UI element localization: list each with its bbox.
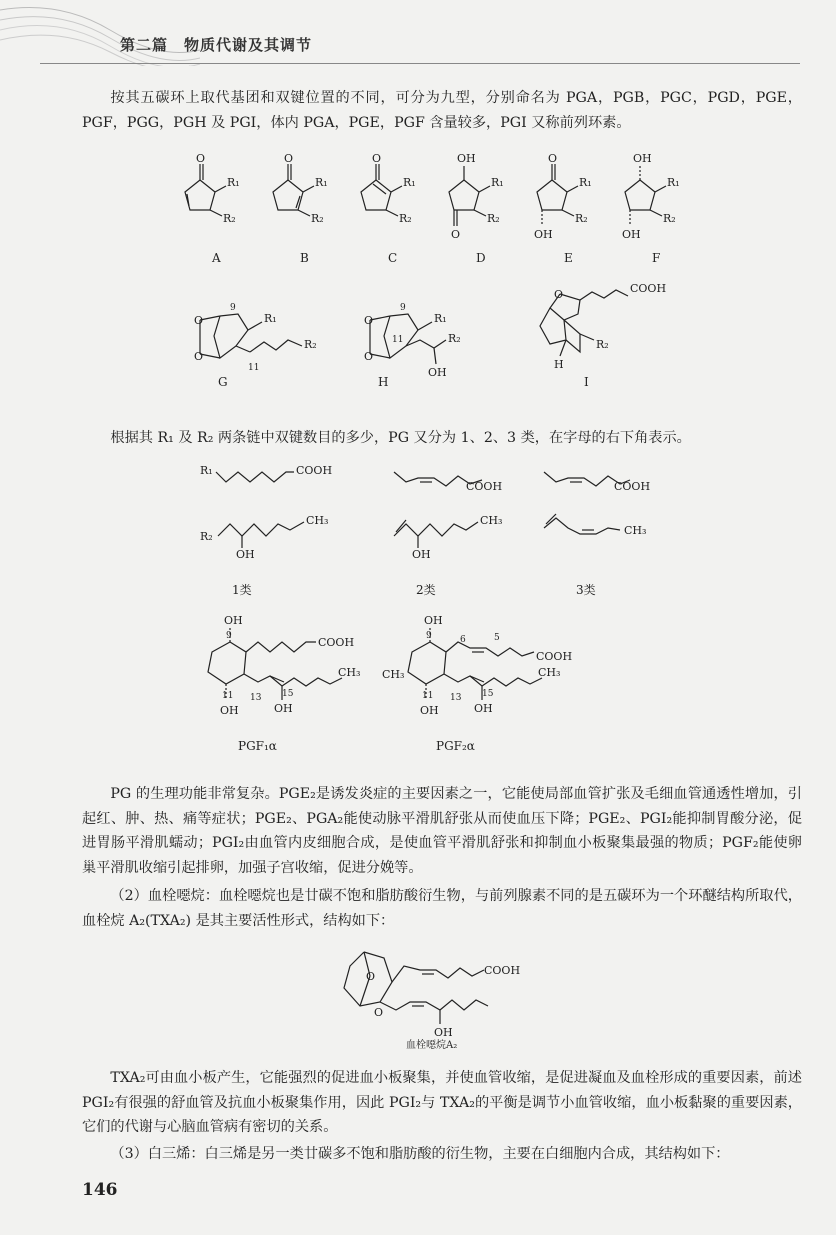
structure-h — [364, 303, 461, 389]
svg-text:OH: OH — [457, 152, 476, 165]
svg-text:11: 11 — [222, 691, 234, 701]
svg-text:O: O — [194, 314, 204, 327]
svg-text:R₁: R₁ — [227, 176, 240, 189]
figure-pg-chain-classes — [200, 456, 700, 598]
paragraph-pg-functions: PG 的生理功能非常复杂。PGE₂是诱发炎症的主要因素之一，它能使局部血管扩张及毛细血管通透性增加，引起红、肿、热、痛等症状；PGE₂、PGA₂能使动脉平滑肌舒张从而使血压下降；PGE₂、PGI₂能抑制胃酸分泌，促进胃肠平滑肌蠕动；PGI₂由血管内皮细胞合成，是使血管平滑肌舒张和抑制血小板聚集最强的物质；PGF₂能使卵巢平滑肌收缩引起排卵，加强子宫收缩，促进分娩等。 — [82, 786, 802, 876]
svg-text:15: 15 — [282, 689, 294, 699]
svg-text:G: G — [218, 375, 228, 389]
svg-text:B: B — [300, 251, 309, 265]
svg-text:R₁: R₁ — [315, 176, 328, 189]
svg-text:CH₃: CH₃ — [382, 668, 405, 681]
svg-text:R₂: R₂ — [448, 332, 461, 345]
structure-d — [449, 152, 504, 265]
structure-e — [534, 152, 592, 265]
class-2-chains — [394, 472, 502, 597]
svg-text:9: 9 — [426, 631, 432, 641]
svg-text:11: 11 — [392, 335, 404, 345]
svg-text:O: O — [374, 1006, 384, 1019]
svg-text:CH₃: CH₃ — [624, 524, 647, 537]
svg-text:R₂: R₂ — [304, 338, 317, 351]
svg-text:R₂: R₂ — [200, 530, 213, 543]
svg-text:OH: OH — [424, 614, 443, 627]
structure-a — [185, 152, 240, 265]
svg-text:PGF₂α: PGF₂α — [436, 739, 475, 753]
svg-text:R₁: R₁ — [667, 176, 680, 189]
svg-text:15: 15 — [482, 689, 494, 699]
paragraph-leukotriene: （3）白三烯：白三烯是另一类廿碳多不饱和脂肪酸的衍生物，主要在白细胞内合成，其结构如下： — [110, 1146, 730, 1162]
svg-text:COOH: COOH — [296, 464, 333, 477]
svg-text:D: D — [476, 251, 486, 265]
structure-pgf1a — [208, 614, 360, 753]
svg-text:OH: OH — [622, 228, 641, 241]
svg-text:H: H — [554, 358, 564, 371]
structure-c — [361, 152, 416, 265]
svg-text:R₂: R₂ — [223, 212, 236, 225]
svg-text:O: O — [372, 152, 382, 165]
svg-text:OH: OH — [236, 548, 255, 561]
svg-text:R₁: R₁ — [264, 312, 277, 325]
svg-text:COOH: COOH — [466, 480, 503, 493]
svg-text:O: O — [364, 314, 374, 327]
svg-text:PGF₁α: PGF₁α — [238, 739, 277, 753]
svg-text:11: 11 — [248, 363, 260, 373]
svg-text:9: 9 — [400, 303, 406, 313]
svg-text:OH: OH — [224, 614, 243, 627]
paragraph-pg-classes: 根据其 R₁ 及 R₂ 两条链中双键数目的多少，PG 又分为 1、2、3 类，在字母的右下角表示。 — [110, 430, 691, 446]
svg-text:OH: OH — [274, 702, 293, 715]
svg-text:血栓噁烷A₂: 血栓噁烷A₂ — [406, 1040, 458, 1050]
svg-text:CH₃: CH₃ — [306, 514, 329, 527]
header-wave-decoration — [0, 0, 200, 66]
svg-text:R₂: R₂ — [487, 212, 500, 225]
svg-text:OH: OH — [220, 704, 239, 717]
paragraph-pg-types: 按其五碳环上取代基团和双键位置的不同，可分为九型，分别命名为 PGA，PGB，PGC，PGD，PGE，PGF，PGG，PGH 及 PGI，体内 PGA，PGE，PGF 含量较多，PGI 又称前列环素。 — [82, 90, 802, 131]
svg-text:1类: 1类 — [232, 583, 252, 597]
svg-text:COOH: COOH — [536, 650, 573, 663]
svg-text:R₁: R₁ — [403, 176, 416, 189]
svg-text:O: O — [364, 350, 374, 363]
svg-text:CH₃: CH₃ — [538, 666, 561, 679]
svg-text:OH: OH — [633, 152, 652, 165]
svg-text:CH₃: CH₃ — [480, 514, 503, 527]
svg-text:9: 9 — [230, 303, 236, 313]
svg-text:H: H — [378, 375, 389, 389]
figure-pgf-alpha — [200, 612, 600, 758]
structure-g — [194, 303, 317, 389]
svg-text:O: O — [554, 288, 564, 301]
svg-text:R₂: R₂ — [596, 338, 609, 351]
svg-text:COOH: COOH — [318, 636, 355, 649]
page-header — [0, 0, 836, 70]
svg-text:F: F — [652, 251, 661, 265]
svg-text:2类: 2类 — [416, 583, 436, 597]
svg-text:OH: OH — [474, 702, 493, 715]
svg-text:R₂: R₂ — [663, 212, 676, 225]
svg-text:R₁: R₁ — [491, 176, 504, 189]
structure-f — [622, 152, 680, 265]
svg-text:13: 13 — [250, 693, 262, 703]
svg-text:I: I — [584, 375, 589, 389]
svg-text:O: O — [196, 152, 206, 165]
structure-i — [540, 282, 666, 389]
chapter-title: 第二篇 物质代谢及其调节 — [120, 36, 313, 54]
svg-text:E: E — [564, 251, 573, 265]
svg-text:COOH: COOH — [614, 480, 651, 493]
svg-text:O: O — [194, 350, 204, 363]
class-1-chains — [200, 464, 332, 597]
svg-text:C: C — [388, 251, 398, 265]
structure-pgf2a — [382, 614, 572, 753]
svg-text:OH: OH — [412, 548, 431, 561]
svg-text:6: 6 — [460, 635, 466, 645]
svg-text:CH₃: CH₃ — [338, 666, 361, 679]
svg-text:13: 13 — [450, 693, 462, 703]
svg-text:11: 11 — [422, 691, 434, 701]
svg-text:OH: OH — [534, 228, 553, 241]
svg-text:R₂: R₂ — [575, 212, 588, 225]
figure-pg-ring-types — [160, 148, 720, 268]
paragraph-txa2-role: TXA₂可由血小板产生，它能强烈的促进血小板聚集，并使血管收缩，是促进凝血及血栓形成的重要因素，前述 PGI₂有很强的舒血管及抗血小板聚集作用，因此 PGI₂与 TXA₂的平衡是调节小血管收缩，血小板黏聚的重要因素，它们的代谢与心脑血管病有密切的关系。 — [82, 1070, 802, 1135]
svg-text:OH: OH — [420, 704, 439, 717]
svg-text:COOH: COOH — [630, 282, 667, 295]
figure-pg-ghi — [170, 278, 710, 396]
svg-text:OH: OH — [434, 1026, 453, 1039]
svg-text:R₁: R₁ — [579, 176, 592, 189]
svg-text:5: 5 — [494, 633, 500, 643]
class-3-chains — [544, 472, 650, 597]
svg-text:9: 9 — [226, 631, 232, 641]
svg-text:3类: 3类 — [576, 583, 596, 597]
svg-text:O: O — [366, 970, 376, 983]
svg-text:R₁: R₁ — [200, 464, 213, 477]
svg-text:R₂: R₂ — [399, 212, 412, 225]
svg-text:COOH: COOH — [484, 964, 521, 977]
svg-text:O: O — [451, 228, 461, 241]
paragraph-thromboxane: （2）血栓噁烷：血栓噁烷也是廿碳不饱和脂肪酸衍生物，与前列腺素不同的是五碳环为一个环醚结构所取代，血栓烷 A₂(TXA₂) 是其主要活性形式，结构如下： — [82, 888, 802, 929]
structure-b — [273, 152, 328, 265]
header-rule — [40, 63, 800, 64]
svg-text:R₁: R₁ — [434, 312, 447, 325]
figure-txa2 — [330, 940, 550, 1050]
page-number: 146 — [82, 1180, 118, 1200]
svg-text:OH: OH — [428, 366, 447, 379]
svg-text:O: O — [548, 152, 558, 165]
svg-text:R₂: R₂ — [311, 212, 324, 225]
svg-text:O: O — [284, 152, 294, 165]
svg-text:A: A — [212, 251, 221, 265]
